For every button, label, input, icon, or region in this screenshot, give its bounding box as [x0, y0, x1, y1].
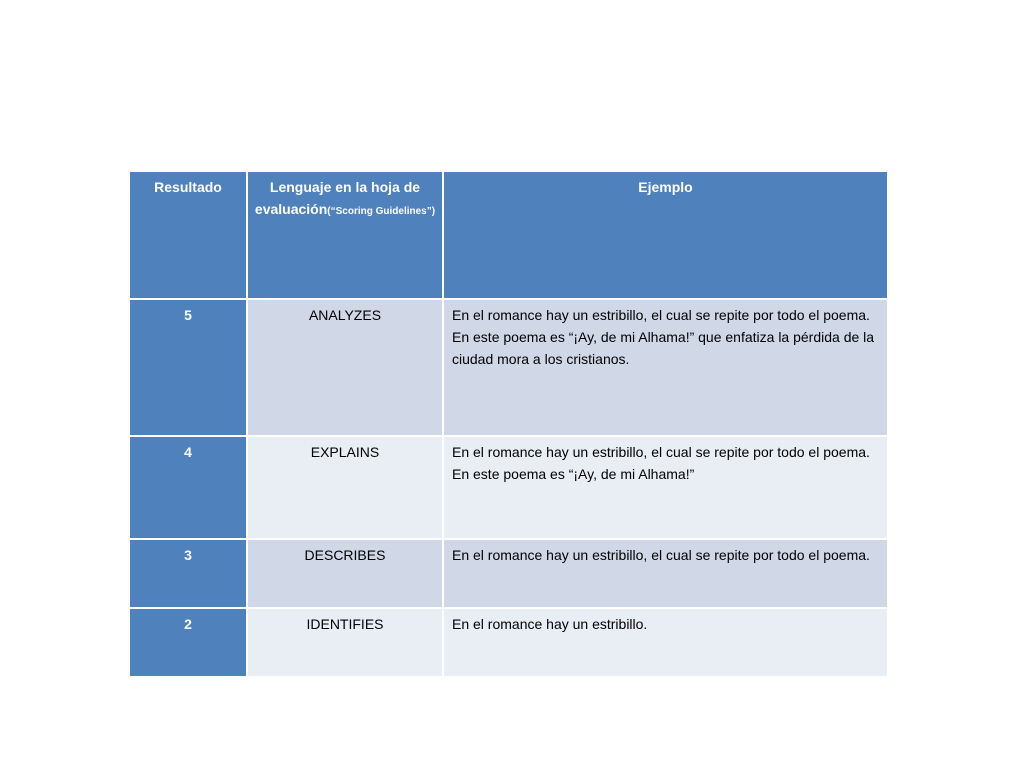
header-score: Resultado — [129, 171, 247, 299]
example-cell: En el romance hay un estribillo, el cual se repite por todo el poema. — [443, 539, 888, 608]
language-cell: ANALYZES — [247, 299, 443, 436]
table-row — [129, 608, 888, 677]
score-cell: 5 — [129, 299, 247, 436]
score-cell: 2 — [129, 608, 247, 677]
rubric-table — [128, 170, 889, 678]
language-cell: DESCRIBES — [247, 539, 443, 608]
score-cell: 3 — [129, 539, 247, 608]
example-cell: En el romance hay un estribillo, el cual se repite por todo el poema. En este poema es “¡Ay, de mi Alhama!” que enfatiza la pérdida de la ciudad mora a los cristianos. — [443, 299, 888, 436]
header-language-main: Lenguaje en la hoja de evaluación — [254, 179, 421, 217]
example-cell: En el romance hay un estribillo. — [443, 608, 888, 677]
language-cell: IDENTIFIES — [247, 608, 443, 677]
example-cell: En el romance hay un estribillo, el cual se repite por todo el poema. En este poema es “¡Ay, de mi Alhama!” — [443, 436, 888, 539]
header-language-note: (“Scoring Guidelines”) — [327, 206, 436, 217]
header-language — [247, 171, 443, 299]
table-row — [129, 539, 888, 608]
header-example: Ejemplo — [443, 171, 888, 299]
table-header-row — [129, 171, 888, 299]
score-cell: 4 — [129, 436, 247, 539]
table-row — [129, 436, 888, 539]
table-row — [129, 299, 888, 436]
language-cell: EXPLAINS — [247, 436, 443, 539]
